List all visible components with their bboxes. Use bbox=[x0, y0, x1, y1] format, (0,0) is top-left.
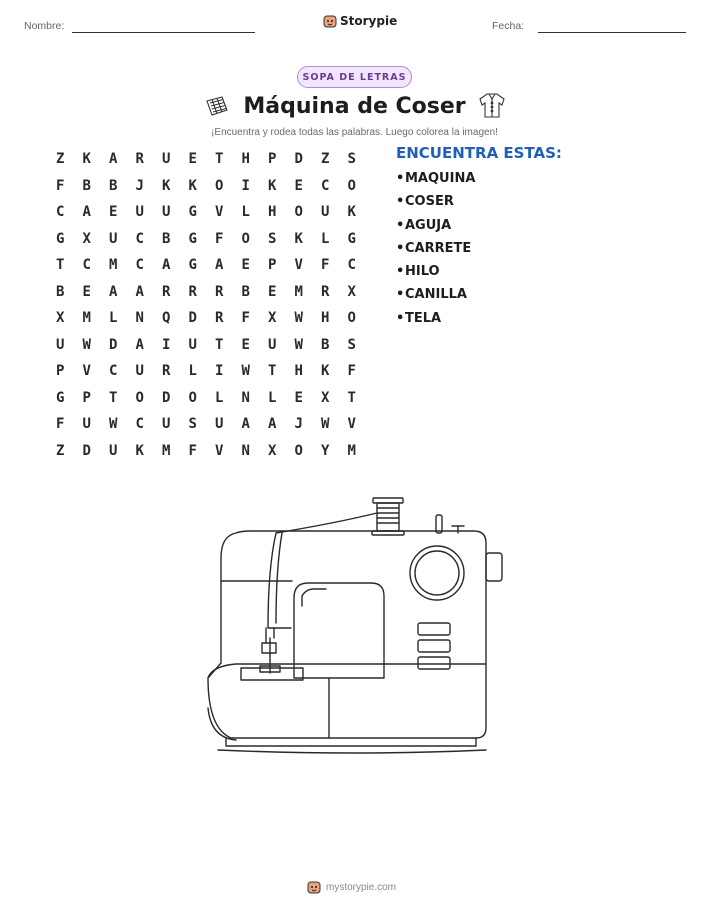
grid-letter[interactable]: K bbox=[135, 442, 144, 459]
grid-letter[interactable]: F bbox=[188, 442, 197, 459]
grid-letter[interactable]: C bbox=[135, 230, 144, 247]
grid-letter[interactable]: Y bbox=[321, 442, 330, 459]
grid-letter[interactable]: I bbox=[215, 363, 224, 380]
grid-letter[interactable]: R bbox=[321, 283, 330, 300]
grid-letter[interactable]: U bbox=[268, 336, 277, 353]
bullet: • bbox=[396, 264, 405, 280]
grid-letter[interactable]: P bbox=[268, 151, 277, 168]
grid-letter[interactable]: V bbox=[82, 363, 91, 380]
storypie-mascot-icon bbox=[323, 14, 337, 28]
grid-letter[interactable]: M bbox=[347, 442, 356, 459]
bullet: • bbox=[396, 240, 405, 256]
grid-letter[interactable]: V bbox=[215, 204, 224, 221]
grid-letter[interactable]: W bbox=[82, 336, 91, 353]
grid-letter[interactable]: E bbox=[294, 177, 303, 194]
grid-letter[interactable]: E bbox=[188, 151, 197, 168]
word-search-grid bbox=[47, 146, 365, 464]
grid-letter[interactable]: M bbox=[82, 310, 91, 327]
grid-letter[interactable]: T bbox=[268, 363, 277, 380]
grid-letter[interactable]: U bbox=[162, 204, 171, 221]
grid-letter[interactable]: B bbox=[56, 283, 65, 300]
date-label: Fecha: bbox=[492, 20, 525, 32]
grid-letter[interactable]: S bbox=[347, 151, 356, 168]
grid-letter[interactable]: A bbox=[241, 416, 250, 433]
bullet: • bbox=[396, 194, 405, 210]
bullet: • bbox=[396, 171, 405, 186]
word-label: HILO bbox=[405, 264, 440, 280]
word-label: MAQUINA bbox=[405, 171, 476, 186]
grid-letter[interactable]: O bbox=[188, 389, 197, 406]
grid-letter[interactable]: L bbox=[215, 389, 224, 406]
grid-letter[interactable]: H bbox=[268, 204, 277, 221]
grid-letter[interactable]: T bbox=[347, 389, 356, 406]
grid-letter[interactable]: U bbox=[82, 416, 91, 433]
grid-letter[interactable]: B bbox=[162, 230, 171, 247]
grid-letter[interactable]: A bbox=[162, 257, 171, 274]
grid-letter[interactable]: E bbox=[109, 204, 118, 221]
grid-letter[interactable]: I bbox=[241, 177, 250, 194]
grid-letter[interactable]: H bbox=[294, 363, 303, 380]
grid-letter[interactable]: R bbox=[215, 283, 224, 300]
grid-letter[interactable]: B bbox=[321, 336, 330, 353]
word-list-item bbox=[396, 287, 475, 310]
grid-letter[interactable]: P bbox=[56, 363, 65, 380]
grid-letter[interactable]: E bbox=[268, 283, 277, 300]
grid-letter[interactable]: W bbox=[109, 416, 118, 433]
grid-letter[interactable]: Z bbox=[321, 151, 330, 168]
grid-letter[interactable]: W bbox=[321, 416, 330, 433]
grid-letter[interactable]: G bbox=[188, 257, 197, 274]
grid-letter[interactable]: U bbox=[135, 363, 144, 380]
grid-letter[interactable]: U bbox=[215, 416, 224, 433]
grid-letter[interactable]: C bbox=[321, 177, 330, 194]
grid-letter[interactable]: L bbox=[241, 204, 250, 221]
grid-letter[interactable]: G bbox=[347, 230, 356, 247]
activity-badge: SOPA DE LETRAS bbox=[297, 66, 412, 88]
grid-letter[interactable]: B bbox=[109, 177, 118, 194]
grid-letter[interactable]: G bbox=[56, 389, 65, 406]
grid-letter[interactable]: M bbox=[294, 283, 303, 300]
storypie-mascot-icon bbox=[307, 880, 321, 894]
grid-letter[interactable]: X bbox=[56, 310, 65, 327]
grid-letter[interactable]: W bbox=[294, 310, 303, 327]
grid-letter[interactable]: T bbox=[56, 257, 65, 274]
word-label: COSER bbox=[405, 194, 454, 210]
grid-letter[interactable]: J bbox=[135, 177, 144, 194]
grid-letter[interactable]: G bbox=[188, 230, 197, 247]
word-label: AGUJA bbox=[405, 217, 452, 233]
grid-letter[interactable]: X bbox=[268, 442, 277, 459]
grid-letter[interactable]: X bbox=[347, 283, 356, 300]
grid-letter[interactable]: O bbox=[215, 177, 224, 194]
instructions: ¡Encuentra y rodea todas las palabras. Luego colorea la imagen! bbox=[211, 127, 498, 138]
word-list-item bbox=[396, 218, 475, 241]
grid-letter[interactable]: W bbox=[241, 363, 250, 380]
page-title: Máquina de Coser bbox=[243, 94, 466, 119]
bullet: • bbox=[396, 310, 405, 326]
grid-letter[interactable]: A bbox=[215, 257, 224, 274]
grid-letter[interactable]: D bbox=[162, 389, 171, 406]
grid-letter[interactable]: B bbox=[82, 177, 91, 194]
grid-letter[interactable]: K bbox=[162, 177, 171, 194]
grid-letter[interactable]: K bbox=[188, 177, 197, 194]
grid-letter[interactable]: Z bbox=[56, 151, 65, 168]
grid-letter[interactable]: U bbox=[321, 204, 330, 221]
grid-letter[interactable]: L bbox=[321, 230, 330, 247]
grid-letter[interactable]: A bbox=[135, 283, 144, 300]
grid-letter[interactable]: O bbox=[347, 177, 356, 194]
grid-letter[interactable]: J bbox=[294, 416, 303, 433]
grid-letter[interactable]: R bbox=[215, 310, 224, 327]
bullet: • bbox=[396, 217, 405, 233]
grid-letter[interactable]: V bbox=[347, 416, 356, 433]
grid-letter[interactable]: U bbox=[162, 151, 171, 168]
grid-letter[interactable]: A bbox=[109, 283, 118, 300]
grid-letter[interactable]: G bbox=[188, 204, 197, 221]
grid-letter[interactable]: S bbox=[188, 416, 197, 433]
grid-letter[interactable]: O bbox=[294, 442, 303, 459]
grid-letter[interactable]: R bbox=[188, 283, 197, 300]
word-list-item bbox=[396, 264, 475, 287]
word-list-item bbox=[396, 311, 475, 334]
word-label: CANILLA bbox=[405, 287, 467, 303]
grid-letter[interactable]: F bbox=[241, 310, 250, 327]
grid-letter[interactable]: K bbox=[82, 151, 91, 168]
grid-letter[interactable]: Q bbox=[162, 310, 171, 327]
grid-letter[interactable]: A bbox=[82, 204, 91, 221]
grid-letter[interactable]: T bbox=[215, 336, 224, 353]
grid-letter[interactable]: P bbox=[82, 389, 91, 406]
grid-letter[interactable]: G bbox=[56, 230, 65, 247]
grid-letter[interactable]: N bbox=[241, 442, 250, 459]
brand-logo bbox=[323, 14, 397, 28]
grid-letter[interactable]: O bbox=[135, 389, 144, 406]
grid-letter[interactable]: K bbox=[321, 363, 330, 380]
grid-letter[interactable]: W bbox=[294, 336, 303, 353]
word-list-item bbox=[396, 171, 475, 194]
grid-letter[interactable]: I bbox=[162, 336, 171, 353]
grid-letter[interactable]: N bbox=[241, 389, 250, 406]
grid-letter[interactable]: V bbox=[294, 257, 303, 274]
word-list-item bbox=[396, 194, 475, 217]
grid-letter[interactable]: C bbox=[347, 257, 356, 274]
word-list bbox=[396, 171, 475, 334]
grid-letter[interactable]: K bbox=[347, 204, 356, 221]
brand-name: Storypie bbox=[340, 14, 398, 28]
name-label: Nombre: bbox=[24, 20, 65, 32]
grid-letter[interactable]: F bbox=[56, 177, 65, 194]
grid-letter[interactable]: U bbox=[162, 416, 171, 433]
grid-letter[interactable]: V bbox=[215, 442, 224, 459]
sewing-machine-illustration bbox=[196, 488, 506, 768]
footer bbox=[307, 880, 396, 894]
grid-letter[interactable]: D bbox=[188, 310, 197, 327]
grid-letter[interactable]: U bbox=[188, 336, 197, 353]
word-list-item bbox=[396, 241, 475, 264]
grid-letter[interactable]: C bbox=[135, 416, 144, 433]
grid-letter[interactable]: S bbox=[268, 230, 277, 247]
word-label: CARRETE bbox=[405, 240, 472, 256]
grid-letter[interactable]: B bbox=[241, 283, 250, 300]
grid-letter[interactable]: M bbox=[162, 442, 171, 459]
grid-letter[interactable]: E bbox=[241, 336, 250, 353]
grid-letter[interactable]: E bbox=[294, 389, 303, 406]
grid-letter[interactable]: A bbox=[135, 336, 144, 353]
footer-url[interactable]: mystorypie.com bbox=[326, 881, 397, 893]
grid-letter[interactable]: U bbox=[56, 336, 65, 353]
grid-letter[interactable]: O bbox=[294, 204, 303, 221]
grid-letter[interactable]: A bbox=[109, 151, 118, 168]
grid-letter[interactable]: K bbox=[268, 177, 277, 194]
grid-letter[interactable]: E bbox=[82, 283, 91, 300]
grid-letter[interactable]: F bbox=[347, 363, 356, 380]
grid-letter[interactable]: O bbox=[241, 230, 250, 247]
grid-letter[interactable]: A bbox=[268, 416, 277, 433]
grid-letter[interactable]: R bbox=[162, 283, 171, 300]
grid-letter[interactable]: X bbox=[268, 310, 277, 327]
grid-letter[interactable]: X bbox=[82, 230, 91, 247]
grid-letter[interactable]: F bbox=[215, 230, 224, 247]
grid-letter[interactable]: L bbox=[188, 363, 197, 380]
shirt-icon bbox=[478, 91, 506, 119]
grid-letter[interactable]: R bbox=[135, 151, 144, 168]
grid-letter[interactable]: F bbox=[321, 257, 330, 274]
name-field[interactable] bbox=[72, 32, 255, 33]
word-list-title: ENCUENTRA ESTAS: bbox=[396, 144, 562, 162]
grid-letter[interactable]: D bbox=[294, 151, 303, 168]
grid-letter[interactable]: H bbox=[241, 151, 250, 168]
grid-letter[interactable]: R bbox=[162, 363, 171, 380]
grid-letter[interactable]: Z bbox=[56, 442, 65, 459]
grid-letter[interactable]: C bbox=[109, 363, 118, 380]
grid-letter[interactable]: S bbox=[347, 336, 356, 353]
bullet: • bbox=[396, 287, 405, 303]
grid-letter[interactable]: K bbox=[294, 230, 303, 247]
grid-letter[interactable]: P bbox=[268, 257, 277, 274]
grid-letter[interactable]: U bbox=[135, 204, 144, 221]
grid-letter[interactable]: T bbox=[109, 389, 118, 406]
grid-letter[interactable]: C bbox=[135, 257, 144, 274]
grid-letter[interactable]: M bbox=[109, 257, 118, 274]
grid-letter[interactable]: U bbox=[109, 230, 118, 247]
grid-letter[interactable]: C bbox=[82, 257, 91, 274]
grid-letter[interactable]: H bbox=[321, 310, 330, 327]
grid-letter[interactable]: T bbox=[215, 151, 224, 168]
grid-letter[interactable]: F bbox=[56, 416, 65, 433]
grid-letter[interactable]: C bbox=[56, 204, 65, 221]
date-field[interactable] bbox=[538, 32, 686, 33]
grid-letter[interactable]: U bbox=[109, 442, 118, 459]
grid-letter[interactable]: L bbox=[109, 310, 118, 327]
grid-letter[interactable]: O bbox=[347, 310, 356, 327]
word-label: TELA bbox=[405, 310, 442, 326]
grid-letter[interactable]: E bbox=[241, 257, 250, 274]
grid-letter[interactable]: L bbox=[268, 389, 277, 406]
grid-letter[interactable]: N bbox=[135, 310, 144, 327]
grid-letter[interactable]: D bbox=[82, 442, 91, 459]
grid-letter[interactable]: D bbox=[109, 336, 118, 353]
grid-letter[interactable]: X bbox=[321, 389, 330, 406]
